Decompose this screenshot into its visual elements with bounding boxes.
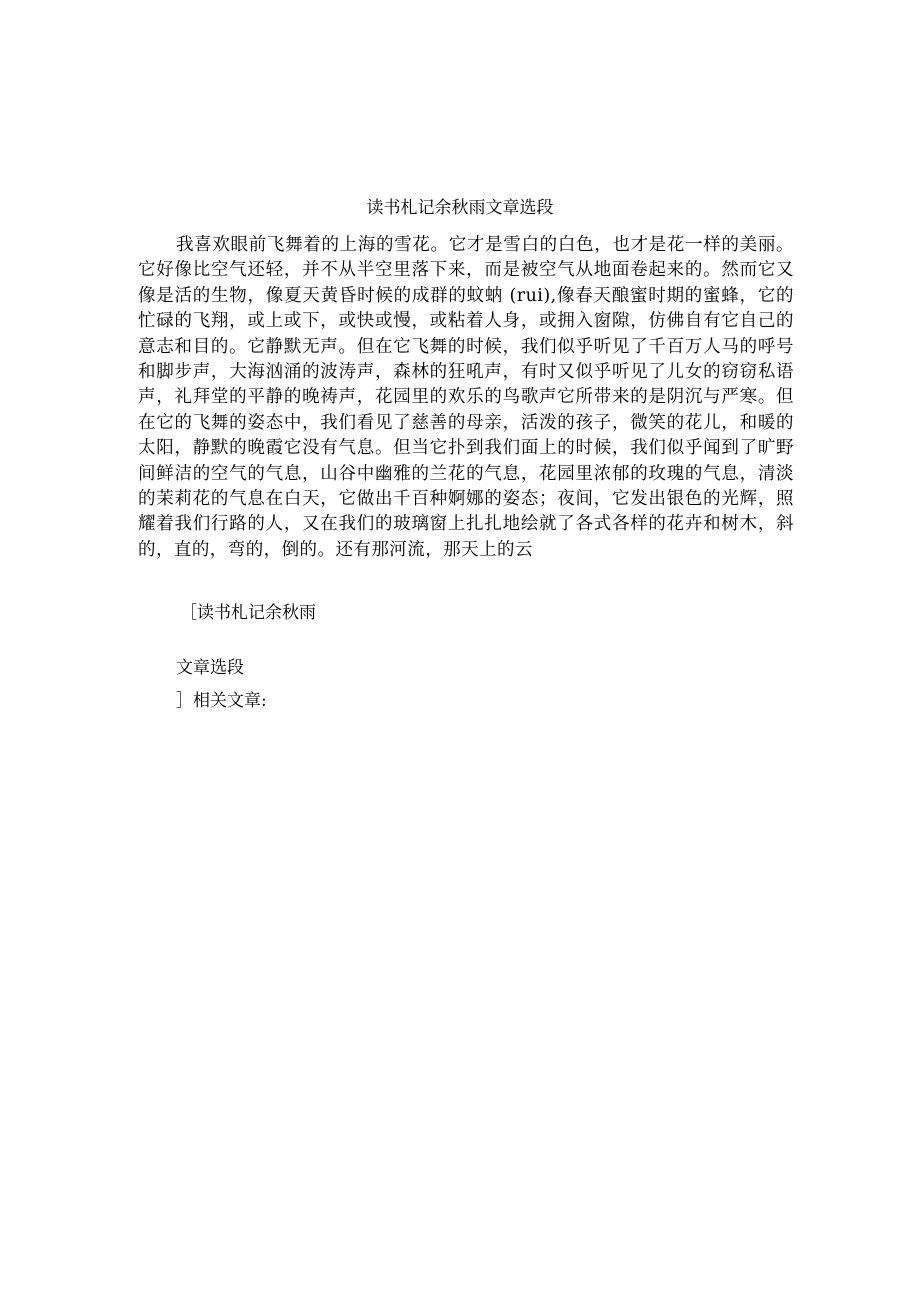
reference-line-middle: 文章选段	[176, 658, 244, 678]
reference-line-open: ［读书札记余秋雨	[180, 603, 316, 623]
document-title: 读书札记余秋雨文章选段	[366, 198, 554, 218]
related-articles-label: ］相关文章:	[176, 691, 267, 711]
body-paragraph: 我喜欢眼前飞舞着的上海的雪花。它才是雪白的白色，也才是花一样的美丽。它好像比空气还轻，并不从半空里落下来，而是被空气从地面卷起来的。然而它又像是活的生物，像夏天黄昏时候的成群的蚊蚋 (rui),像春天酿蜜时期的蜜蜂，它的忙碌的飞翔，或上或下，或快或慢，或粘着人身，或拥入窗隙，仿佛自有它自己的意志和目的。它静默无声。但在它飞舞的时候，我们似乎听见了千百万人马的呼号和脚步声，大海汹涌的波涛声，森林的狂吼声，有时又似乎听见了儿女的窃窃私语声，礼拜堂的平静的晚祷声，花园里的欢乐的鸟歌声它所带来的是阴沉与严寒。但在它的飞舞的姿态中，我们看见了慈善的母亲，活泼的孩子，微笑的花儿，和暖的太阳，静默的晚霞它没有气息。但当它扑到我们面上的时候，我们似乎闻到了旷野间鲜洁的空气的气息，山谷中幽雅的兰花的气息，花园里浓郁的玫瑰的气息，清淡的茉莉花的气息在白天，它做出千百种婀娜的姿态；夜间，它发出银色的光辉，照耀着我们行路的人，又在我们的玻璃窗上扎扎地绘就了各式各样的花卉和树木，斜的，直的，弯的，倒的。还有那河流，那天上的云	[138, 235, 794, 560]
